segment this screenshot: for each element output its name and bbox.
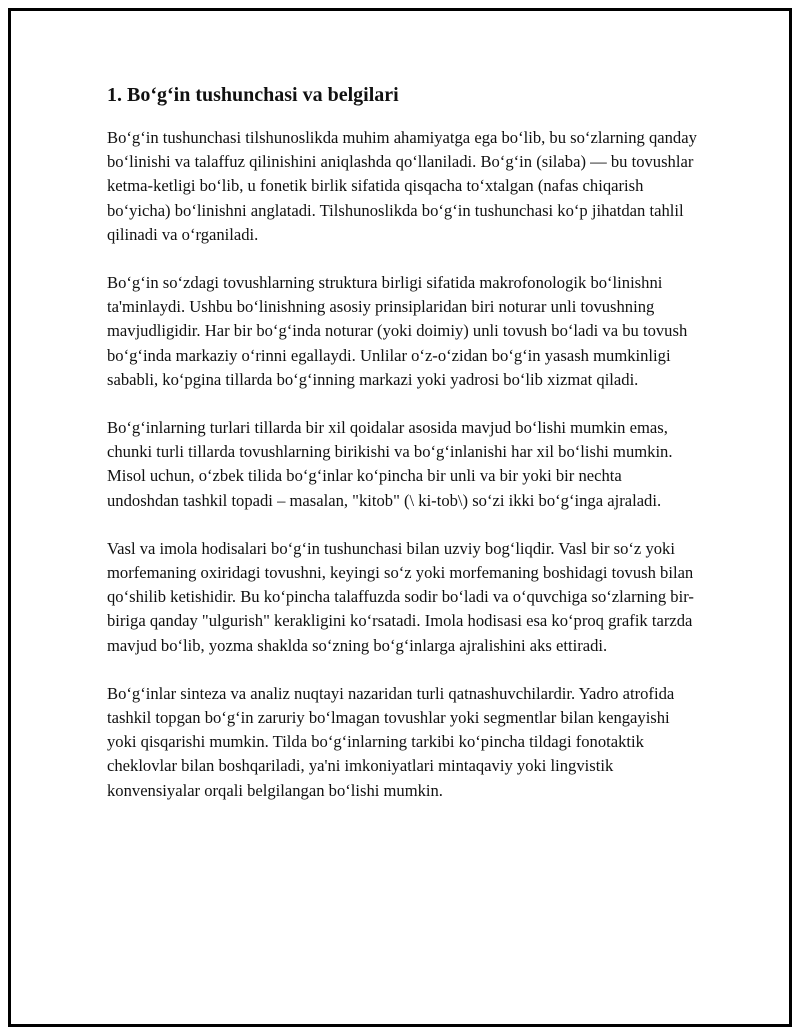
- paragraph-structure: Bo‘g‘in so‘zdagi tovushlarning struktura birligi sifatida makrofonologik bo‘linishni ta'minlaydi. Ushbu bo‘linishning asosiy prinsiplaridan biri noturar unli tovushning mavjudligidir. Har bir bo‘g‘inda noturar (yoki doimiy) unli tovush bo‘ladi va bu tovush bo‘g‘inda markaziy o‘rinni egallaydi. Unlilar o‘z-o‘zidan bo‘g‘in yasash mumkinligi sababli, ko‘pgina tillarda bo‘g‘inning markazi yoki yadrosi bo‘lib xizmat qiladi.: [107, 273, 688, 389]
- paragraph-synthesis-analysis: Bo‘g‘inlar sinteza va analiz nuqtayi nazaridan turli qatnashuvchilardir. Yadro atrofida tashkil topgan bo‘g‘in zaruriy bo‘lmagan tovushlar yoki segmentlar bilan kengayishi yoki qisqarishi mumkin. Tilda bo‘g‘inlarning tarkibi ko‘pincha tildagi fonotaktik cheklovlar bilan boshqariladi, ya'ni imkoniyatlari mintaqaviy yoki lingvistik konvensiyalar orqali belgilangan bo‘lishi mumkin.: [107, 683, 675, 800]
- paragraph-types: Bo‘g‘inlarning turlari tillarda bir xil qoidalar asosida mavjud bo‘lishi mumkin emas, chunki turli tillarda tovushlarning birikishi va bo‘g‘inlanishi har xil bo‘lishi mumkin. Misol uchun, o‘zbek tilida bo‘g‘inlar ko‘pincha bir unli va bir yoki bir nechta undoshdan tashkil topadi – masalan, "kitob" (\ ki-tob\) so‘zi ikki bo‘g‘inga ajraladi.: [107, 418, 673, 510]
- paragraph-definition: Bo‘g‘in tushunchasi tilshunoslikda muhim ahamiyatga ega bo‘lib, bu so‘zlarning qanday bo‘linishi va talaffuz qilinishini aniqlashda qo‘llaniladi. Bo‘g‘in (silaba) — bu tovushlar ketma-ketligi bo‘lib, u fonetik birlik sifatida qisqacha to‘xtalgan (nafas chiqarish bo‘yicha) bo‘linishni anglatadi. Tilshunoslikda bo‘g‘in tushunchasi ko‘p jihatdan tahlil qilinadi va o‘rganiladi.: [107, 128, 697, 244]
- document-body: [107, 82, 697, 827]
- paragraph-vasl-imola: Vasl va imola hodisalari bo‘g‘in tushunchasi bilan uzviy bog‘liqdir. Vasl bir so‘z yoki morfemaning oxiridagi tovushni, keyingi so‘z yoki morfemaning boshidagi tovush bilan qo‘shilib ketishidir. Bu ko‘pincha talaffuzda sodir bo‘ladi va o‘quvchiga so‘zlarning bir-biriga qanday "ulgurish" kerakligini ko‘rsatadi. Imola hodisasi esa ko‘proq grafik tarzda mavjud bo‘lib, yozma shaklda so‘zning bo‘g‘inlarga ajralishini aks ettiradi.: [107, 538, 694, 655]
- section-title: 1. Bo‘g‘in tushunchasi va belgilari: [107, 84, 399, 106]
